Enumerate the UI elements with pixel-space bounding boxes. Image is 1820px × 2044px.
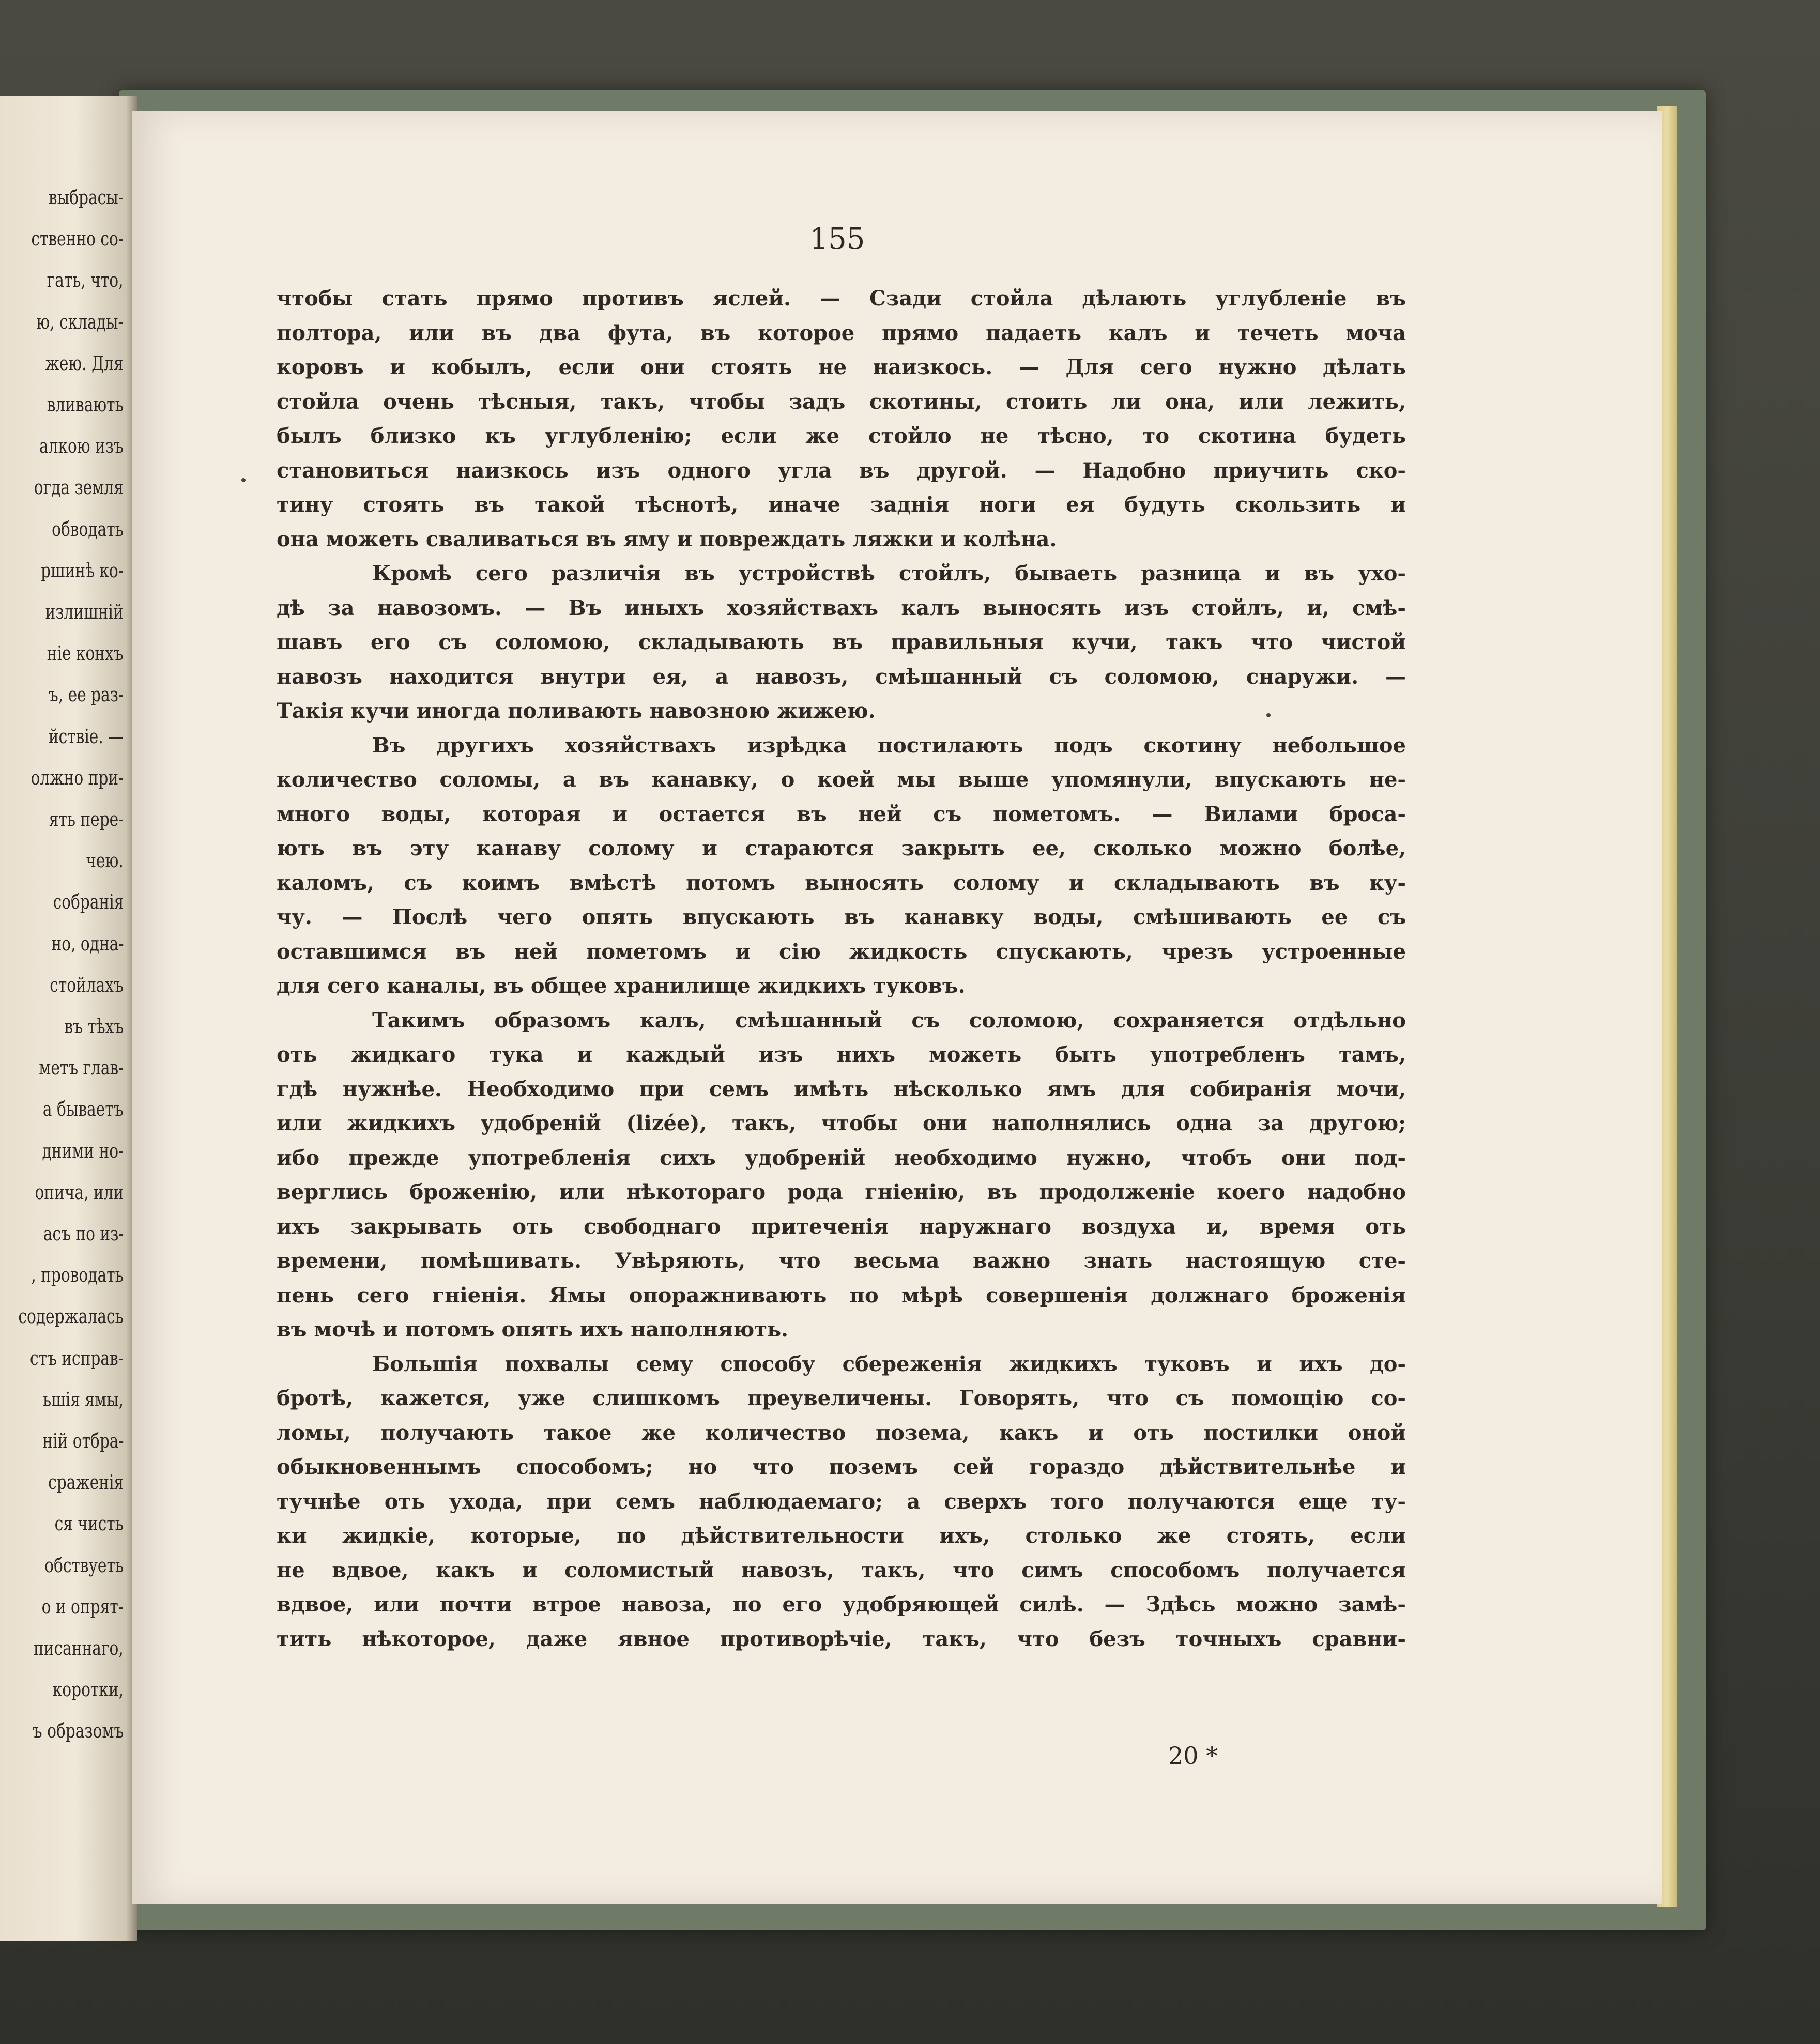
text-line: въ мочѣ и потомъ опять ихъ наполняють. — [277, 1317, 789, 1342]
text-line: тить нѣкоторое, даже явное противорѣчіе, такъ, что безъ точныхъ сравни- — [277, 1626, 1406, 1651]
left-page-line: , проводать — [31, 1264, 124, 1287]
text-line: пень сего гніенія. Ямы опоражнивають по мѣрѣ совершенія должнаго броженія — [277, 1283, 1406, 1308]
left-page-line: писаннаго, — [34, 1637, 124, 1659]
left-page-line: выбрасы- — [49, 186, 124, 209]
text-line: верглись броженію, или нѣкотораго рода гніенію, въ продолженіе коего надобно — [277, 1180, 1406, 1204]
text-line: полтора, или въ два фута, въ которое прямо падаеть калъ и течеть моча — [277, 320, 1406, 345]
text-line: гдѣ нужнѣе. Необходимо при семъ имѣть нѣсколько ямъ для собиранія мочи, — [277, 1077, 1406, 1101]
text-line: для сего каналы, въ общее хранилище жидкихъ туковъ. — [277, 974, 966, 998]
left-page-line: ъ образомъ — [32, 1719, 124, 1743]
text-line: каломъ, съ коимъ вмѣстѣ потомъ выносять солому и складывають въ ку- — [277, 870, 1406, 895]
body-text — [277, 282, 1406, 1656]
left-page-line: сраженія — [48, 1471, 124, 1494]
text-line: тину стоять въ такой тѣснотѣ, иначе заднія ноги ея будуть скользить и — [277, 493, 1406, 517]
text-line: Кромѣ сего различія въ устройствѣ стойлъ, бываеть разница и въ ухо- — [372, 561, 1406, 586]
left-page-line: содержалась — [18, 1305, 124, 1328]
text-line: чтобы стать прямо противъ яслей. — Сзади стойла дѣлають углубленіе въ — [277, 286, 1406, 311]
left-page-line: коротки, — [52, 1678, 124, 1701]
left-page-line: ять пере- — [49, 808, 124, 831]
text-line: количество соломы, а въ канавку, о коей мы выше упомянули, впускають не- — [277, 767, 1406, 792]
left-page-line: обствуеть — [44, 1554, 124, 1577]
left-page-line: въ тѣхъ — [64, 1015, 124, 1038]
text-line: не вдвое, какъ и соломистый навозъ, такъ, что симъ способомъ получается — [277, 1558, 1406, 1582]
left-page-line: ніе конхъ — [47, 642, 124, 665]
text-line: ки жидкіе, которые, по дѣйствительности ихъ, столько же стоять, если — [277, 1524, 1406, 1548]
left-page-line: о и опрят- — [41, 1595, 124, 1618]
left-page-line: йствіе. — — [49, 725, 124, 748]
left-page-line: метъ глав- — [38, 1056, 124, 1080]
text-line: ломы, получають такое же количество позема, какъ и оть постилки оной — [277, 1420, 1406, 1445]
text-line: Такія кучи иногда поливають навозною жижею. — [277, 699, 876, 723]
text-line: ибо прежде употребленія сихъ удобреній необходимо нужно, чтобъ они под- — [277, 1145, 1406, 1170]
left-page-line: обводать — [52, 517, 124, 541]
left-page-line: ственно со- — [31, 227, 124, 251]
text-line: много воды, которая и остается въ ней съ пометомъ. — Вилами броса- — [277, 802, 1406, 826]
left-page-line: стъ исправ- — [30, 1346, 124, 1370]
text-line: времени, помѣшивать. Увѣряють, что весьма важно знать настоящую сте- — [277, 1249, 1406, 1273]
text-line: ють въ эту канаву солому и стараются закрыть ее, сколько можно болѣе, — [277, 836, 1406, 860]
left-page-line: олжно при- — [30, 766, 124, 789]
text-line: бротѣ, кажется, уже слишкомъ преувеличены. Говорять, что съ помощію со- — [277, 1386, 1406, 1410]
left-page-line: собранія — [53, 890, 124, 914]
text-line: вдвое, или почти втрое навоза, по его удобряющей силѣ. — Здѣсь можно замѣ- — [277, 1592, 1406, 1617]
left-page-line: ся чисть — [54, 1512, 124, 1535]
left-page-line: гать, что, — [47, 269, 124, 292]
left-page-line: ъ, ее раз- — [48, 683, 124, 706]
text-line: ихъ закрывать оть свободнаго притеченія наружнаго воздуха и, время оть — [277, 1214, 1406, 1239]
left-page-line: ршинѣ ко- — [41, 559, 124, 582]
left-page-line: алкою изъ — [39, 435, 124, 458]
page-number: 155 — [809, 222, 865, 256]
left-page-line: а бываетъ — [43, 1098, 124, 1121]
text-line: былъ близко къ углубленію; если же стойло не тѣсно, то скотина будеть — [277, 424, 1406, 448]
left-page-line: но, одна- — [51, 932, 124, 955]
text-line: становиться наизкось изъ одного угла въ другой. — Надобно приучить ско- — [277, 458, 1406, 483]
left-page-line: асъ по из- — [43, 1222, 124, 1245]
left-page-line: ній отбра- — [42, 1430, 124, 1452]
left-page-line: опича, или — [35, 1180, 124, 1204]
text-line: навозъ находится внутри ея, а навозъ, смѣшанный съ соломою, снаружи. — — [277, 664, 1406, 689]
left-page-line: ьшія ямы, — [42, 1388, 124, 1411]
left-page-line: вливають — [47, 393, 124, 416]
left-page-line: ю, склады- — [36, 310, 124, 333]
text-line: стойла очень тѣсныя, такъ, чтобы задъ скотины, стоить ли она, или лежить, — [277, 389, 1406, 414]
left-page-line: чею. — [86, 849, 124, 872]
left-page — [0, 96, 137, 1941]
left-page-line: стойлахъ — [50, 973, 124, 996]
text-line: дѣ за навозомъ. — Въ иныхъ хозяйствахъ калъ выносять изъ стойлъ, и, смѣ- — [277, 595, 1406, 620]
left-page-line: излишній — [45, 601, 124, 623]
text-line: тучнѣе оть ухода, при семъ наблюдаемаго; а сверхъ того получаются еще ту- — [277, 1489, 1406, 1514]
left-page-line: огда земля — [34, 476, 124, 499]
text-line: оть жидкаго тука и каждый изъ нихъ можеть быть употребленъ тамъ, — [277, 1042, 1406, 1067]
text-line: шавъ его съ соломою, складывають въ правильныя кучи, такъ что чистой — [277, 630, 1406, 654]
text-line: Въ другихъ хозяйствахъ изрѣдка постилають подъ скотину небольшое — [372, 733, 1406, 758]
text-line: она можеть сваливаться въ яму и повреждать ляжки и колѣна. — [277, 527, 1057, 551]
text-line: коровъ и кобылъ, если они стоять не наизкось. — Для сего нужно дѣлать — [277, 355, 1406, 379]
page-spot — [241, 478, 246, 482]
text-line: чу. — Послѣ чего опять впускають въ канавку воды, смѣшивають ее съ — [277, 905, 1406, 929]
signature-mark: 20 * — [1168, 1742, 1218, 1770]
text-line: Большія похвалы сему способу сбереженія жидкихъ туковъ и ихъ до- — [372, 1351, 1406, 1376]
text-line: Такимъ образомъ калъ, смѣшанный съ соломою, сохраняется отдѣльно — [372, 1008, 1406, 1033]
text-line: обыкновеннымъ способомъ; но что поземъ сей гораздо дѣйствительнѣе и — [277, 1455, 1406, 1479]
left-page-line: жею. Для — [45, 351, 124, 375]
text-line: или жидкихъ удобреній (lizée), такъ, чтобы они наполнялись одна за другою; — [277, 1111, 1406, 1135]
left-page-line: дними но- — [42, 1139, 124, 1162]
text-line: оставшимся въ ней пометомъ и сію жидкость спускають, чрезъ устроенные — [277, 939, 1406, 964]
